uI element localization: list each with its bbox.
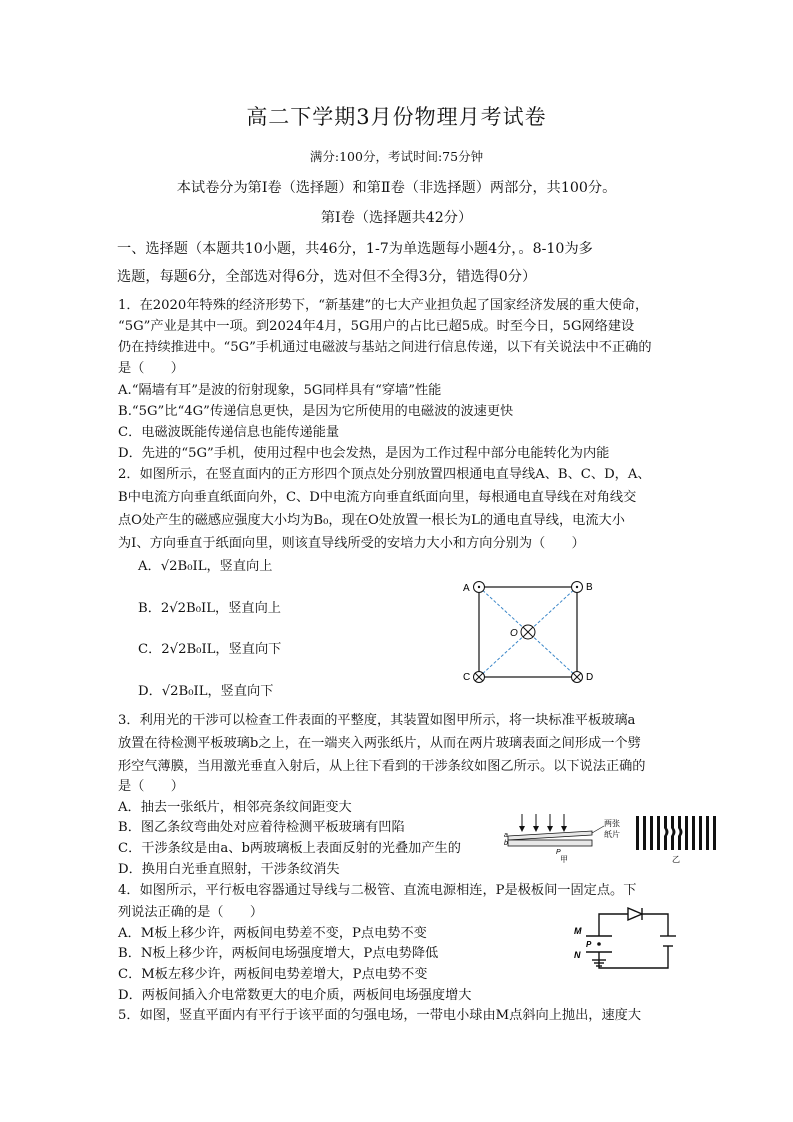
q2-option-b: B．2√2B₀IL，竖直向上 [138,601,281,616]
label-jia: 甲 [560,855,568,864]
label-d: D [586,672,594,683]
q1-option-b: B.“5G”比“4G”传递信息更快，是因为它所使用的电磁波的波速更快 [118,404,514,419]
q1-stem-line: 仍在持续推进中。“5G”手机通过电磁波与基站之间进行信息传递，以下有关说法中不正确的 [118,340,652,355]
label-b: B [586,582,593,593]
page-title: 高二下学期3月份物理月考试卷 [246,105,547,129]
label-p: P [586,940,592,949]
q1-stem-line: 是（ ） [118,361,184,376]
q3-stem-line: 形空气薄膜，当用激光垂直入射后，从上往下看到的干涉条纹如图乙所示。以下说法正确的 [118,759,646,774]
label-point-p: P [556,849,561,856]
q3-option-c: C．干涉条纹是由a、b两玻璃板上表面反射的光叠加产生的 [118,841,461,856]
q4-option-c: C．M板左移少许，两板间电势差增大，P点电势不变 [118,967,428,982]
q4-option-a: A．M板上移少许，两板间电势差不变，P点电势不变 [118,926,427,941]
part-heading: 第Ⅰ卷（选择题共42分） [320,210,473,226]
q2-stem-line: 点O处产生的磁感应强度大小均为B₀，现在O处放置一根长为L的通电直导线，电流大小 [118,513,625,528]
label-paper: 两张 [604,819,620,828]
q1-stem-line: 1．在2020年特殊的经济形势下，“新基建”的七大产业担负起了国家经济发展的重大使命， [118,298,649,313]
q5-stem-line: 5．如图，竖直平面内有平行于该平面的匀强电场，一带电小球由M点斜向上抛出，速度大 [118,1008,642,1023]
q2-square-figure [455,576,605,688]
q2-stem-line: B中电流方向垂直纸面向外，C、D中电流方向垂直纸面向里，每根通电直导线在对角线交 [118,490,637,505]
q2-option-d: D．√2B₀IL，竖直向下 [138,684,274,699]
q2-stem-line: 2．如图所示，在竖直面内的正方形四个顶点处分别放置四根通电直导线A、B、C、D，A、 [118,467,651,482]
exam-subtitle: 满分:100分，考试时间:75分钟 [309,149,484,164]
q3-stem-line: 放置在待检测平板玻璃b之上，在一端夹入两张纸片，从而在两片玻璃表面之间形成一个劈 [118,736,641,751]
q3-option-b: B．图乙条纹弯曲处对应着待检测平板玻璃有凹陷 [118,820,405,835]
label-n: N [574,950,581,960]
q3-option-d: D．换用白光垂直照射，干涉条纹消失 [118,862,340,877]
q4-circuit-figure [572,902,682,982]
section-heading-line-1: 一、选择题（本题共10小题，共46分，1-7为单选题每小题4分，。8-10为多 [117,241,593,257]
label-a: A [463,583,470,594]
q4-option-b: B．N板上移少许，两板间电场强度增大，P点电势降低 [118,946,439,961]
label-c: C [463,672,471,683]
q3-stem-line: 是（ ） [118,779,184,794]
q2-option-a: A．√2B₀IL，竖直向上 [138,559,273,574]
label-glass-b: b [504,840,508,847]
q1-option-d: D．先进的“5G”手机，使用过程中也会发热，是因为工作过程中部分电能转化为内能 [118,446,610,461]
exam-intro: 本试卷分为第Ⅰ卷（选择题）和第Ⅱ卷（非选择题）两部分，共100分。 [176,180,617,196]
q2-stem-line: 为I、方向垂直于纸面向里，则该直导线所受的安培力大小和方向分别为（ ） [118,536,585,551]
q3-figure-yi [634,814,720,866]
section-heading-line-2: 选题，每题6分，全部选对得6分，选对但不全得3分，错选得0分） [117,269,537,285]
q1-stem-line: “5G”产业是其中一项。到2024年4月，5G用户的占比已超5成。时至今日，5G网络建设 [118,319,635,334]
q1-option-c: C．电磁波既能传递信息也能传递能量 [118,425,340,440]
q4-stem-line: 4．如图所示，平行板电容器通过导线与二极管、直流电源相连，P是极板间一固定点。下 [118,883,637,898]
q1-option-a: A.“隔墙有耳”是波的衍射现象，5G同样具有“穿墙”性能 [118,383,442,398]
q4-option-d: D．两板间插入介电常数更大的电介质，两板间电场强度增大 [118,988,472,1003]
label-m: M [574,926,582,936]
q3-option-a: A．抽去一张纸片，相邻亮条纹间距变大 [118,800,352,815]
q3-stem-line: 3．利用光的干涉可以检查工件表面的平整度，其装置如图甲所示，将一块标准平板玻璃a [118,713,636,728]
q4-stem-line: 列说法正确的是（ ） [118,905,264,920]
label-paper-2: 纸片 [604,830,620,839]
q3-figure-jia [500,812,630,864]
label-o: O [510,628,518,639]
label-yi: 乙 [672,855,680,864]
label-glass-a: a [504,832,508,839]
q2-option-c: C．2√2B₀IL，竖直向下 [138,642,282,657]
